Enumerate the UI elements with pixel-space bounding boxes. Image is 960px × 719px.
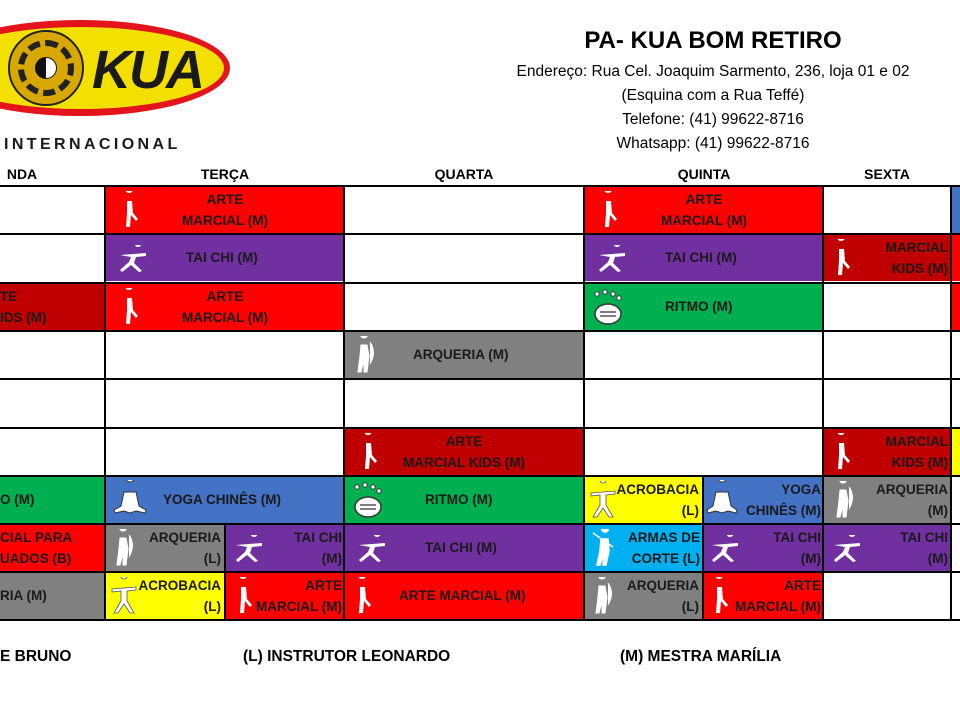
class-cell[interactable] bbox=[226, 573, 344, 619]
table-line bbox=[0, 619, 960, 621]
tai-chi-pose-icon bbox=[116, 245, 152, 273]
rhythm-drum-fist-icon bbox=[351, 481, 385, 519]
logo-subtitle: INTERNACIONAL bbox=[4, 136, 181, 153]
class-label: CORTE (L) bbox=[631, 551, 700, 566]
class-label: RIA (M) bbox=[0, 588, 47, 603]
class-label: ARTE bbox=[685, 192, 723, 207]
table-line bbox=[0, 282, 960, 284]
class-label: (M) bbox=[927, 503, 948, 518]
table-line bbox=[822, 185, 824, 621]
class-label: ACROBACIA bbox=[138, 578, 221, 593]
martial-artist-icon bbox=[710, 577, 732, 615]
class-cell[interactable] bbox=[106, 187, 344, 233]
class-label: ARTE MARCIAL (M) bbox=[399, 588, 526, 603]
class-label: (L) bbox=[203, 599, 221, 614]
class-cell[interactable] bbox=[345, 429, 583, 475]
class-label: (L) bbox=[681, 599, 699, 614]
class-label: (M) bbox=[800, 551, 821, 566]
class-label: ARQUERIA (M) bbox=[413, 347, 509, 362]
class-label: (L) bbox=[681, 503, 699, 518]
class-cell[interactable] bbox=[585, 284, 823, 330]
day-header-tuesday: TERÇA bbox=[200, 166, 250, 182]
class-cell[interactable] bbox=[0, 573, 104, 619]
class-label: MARCIAL (M) bbox=[182, 310, 268, 325]
address-line: Endereço: Rua Cel. Joaquim Sarmento, 236, loja 01 e 02 bbox=[516, 63, 910, 80]
archer-icon bbox=[112, 529, 134, 567]
class-label: MARCIAL (M) bbox=[661, 213, 747, 228]
class-label: TAI CHI bbox=[294, 530, 342, 545]
class-label: TAI CHI (M) bbox=[425, 540, 497, 555]
class-label: ARQUERIA bbox=[875, 482, 948, 497]
class-cell[interactable] bbox=[345, 525, 583, 571]
class-cell-cut[interactable] bbox=[952, 235, 960, 281]
class-cell[interactable] bbox=[0, 525, 104, 571]
class-label: ARTE bbox=[784, 578, 821, 593]
class-cell-cut[interactable] bbox=[952, 284, 960, 330]
class-label: YOGA bbox=[781, 482, 821, 497]
class-cell[interactable] bbox=[585, 235, 823, 281]
class-cell-cut[interactable] bbox=[952, 429, 960, 475]
day-header-thursday: QUINTA bbox=[677, 166, 731, 182]
legend-instructor-bruno: E BRUNO bbox=[0, 648, 72, 665]
martial-artist-icon bbox=[353, 577, 375, 615]
page-title: PA- KUA BOM RETIRO bbox=[584, 27, 842, 54]
martial-artist-icon bbox=[832, 433, 854, 471]
table-line bbox=[343, 185, 345, 621]
class-cell[interactable] bbox=[704, 477, 823, 523]
logo-text: KUA bbox=[92, 40, 203, 100]
meditation-pose-icon bbox=[112, 480, 148, 520]
class-label: ARTE bbox=[206, 289, 244, 304]
class-cell[interactable] bbox=[824, 235, 950, 281]
class-cell[interactable] bbox=[0, 284, 104, 330]
class-label: KIDS (M) bbox=[891, 261, 948, 276]
table-line bbox=[0, 475, 960, 477]
class-label: RITMO (M) bbox=[665, 299, 733, 314]
phone-line: Telefone: (41) 99622-8716 bbox=[622, 111, 804, 128]
class-label: TAI CHI bbox=[900, 530, 948, 545]
class-label: TAI CHI (M) bbox=[665, 250, 737, 265]
class-cell[interactable] bbox=[585, 525, 702, 571]
acrobat-icon bbox=[589, 481, 617, 519]
class-label: ARMAS DE bbox=[627, 530, 700, 545]
class-label: KIDS (M) bbox=[891, 455, 948, 470]
class-label: MARCIAL bbox=[885, 240, 948, 255]
meditation-pose-icon bbox=[706, 480, 738, 520]
archer-icon bbox=[353, 336, 375, 374]
class-cell[interactable] bbox=[0, 477, 104, 523]
table-line bbox=[0, 571, 960, 573]
class-label: RITMO (M) bbox=[425, 492, 493, 507]
whatsapp-line: Whatsapp: (41) 99622-8716 bbox=[616, 135, 810, 152]
class-label: (M) bbox=[927, 551, 948, 566]
table-line bbox=[0, 378, 960, 380]
sword-fighter-icon bbox=[591, 529, 617, 567]
class-label: MARCIAL (M) bbox=[735, 599, 821, 614]
class-label: ARTE bbox=[445, 434, 483, 449]
class-label: (M) bbox=[321, 551, 342, 566]
class-label: ARQUERIA bbox=[148, 530, 221, 545]
martial-artist-icon bbox=[234, 577, 256, 615]
day-header-friday: SEXTA bbox=[864, 166, 910, 182]
class-cell[interactable] bbox=[106, 477, 344, 523]
class-cell[interactable] bbox=[106, 284, 344, 330]
class-cell[interactable] bbox=[106, 235, 344, 281]
class-label: MARCIAL (M) bbox=[182, 213, 268, 228]
class-cell[interactable] bbox=[704, 525, 823, 571]
class-label: MARCIAL bbox=[885, 434, 948, 449]
class-label: MARCIAL KIDS (M) bbox=[403, 455, 525, 470]
class-cell[interactable] bbox=[824, 429, 950, 475]
table-line bbox=[104, 185, 106, 621]
class-label: CHINÊS (M) bbox=[746, 503, 821, 518]
table-line bbox=[0, 523, 960, 525]
class-cell[interactable] bbox=[106, 525, 224, 571]
table-line bbox=[0, 427, 960, 429]
class-label: CIAL PARA bbox=[0, 530, 73, 545]
class-label: TAI CHI bbox=[773, 530, 821, 545]
archer-icon bbox=[832, 481, 854, 519]
yin-yang-icon bbox=[35, 57, 57, 79]
legend-mestra-marilia: (M) MESTRA MARÍLIA bbox=[620, 648, 782, 665]
rhythm-drum-fist-icon bbox=[591, 288, 625, 326]
address-cross-street: (Esquina com a Rua Teffé) bbox=[621, 87, 805, 104]
class-label: (L) bbox=[203, 551, 221, 566]
class-cell[interactable] bbox=[704, 573, 823, 619]
day-header-wednesday: QUARTA bbox=[434, 166, 494, 182]
table-line bbox=[224, 523, 226, 621]
class-cell[interactable] bbox=[585, 573, 702, 619]
acrobat-icon bbox=[110, 577, 138, 615]
class-cell[interactable] bbox=[345, 573, 583, 619]
table-line bbox=[0, 185, 960, 187]
legend-instructor-leonardo: (L) INSTRUTOR LEONARDO bbox=[243, 648, 451, 665]
table-line bbox=[0, 330, 960, 332]
class-label: ACROBACIA bbox=[616, 482, 699, 497]
class-label: TE bbox=[0, 289, 18, 304]
class-cell[interactable] bbox=[345, 332, 583, 378]
class-label: MARCIAL (M) bbox=[256, 599, 342, 614]
table-line bbox=[950, 185, 952, 621]
table-line bbox=[0, 233, 960, 235]
class-cell[interactable] bbox=[585, 187, 823, 233]
class-cell[interactable] bbox=[345, 477, 583, 523]
class-label: UADOS (B) bbox=[0, 551, 72, 566]
table-line bbox=[702, 475, 704, 621]
class-label: YOGA CHINÊS (M) bbox=[163, 492, 281, 507]
class-label: TAI CHI (M) bbox=[186, 250, 258, 265]
tai-chi-pose-icon bbox=[595, 245, 631, 273]
table-line bbox=[583, 185, 585, 621]
class-cell-cut[interactable] bbox=[952, 187, 960, 233]
tai-chi-pose-icon bbox=[355, 535, 391, 563]
class-cell[interactable] bbox=[824, 525, 950, 571]
class-label: ARTE bbox=[305, 578, 342, 593]
tai-chi-pose-icon bbox=[830, 535, 866, 563]
day-header-monday: NDA bbox=[6, 166, 38, 182]
class-label: IDS (M) bbox=[0, 310, 47, 325]
class-cell[interactable] bbox=[226, 525, 344, 571]
class-label: ARTE bbox=[206, 192, 244, 207]
archer-icon bbox=[591, 577, 613, 615]
class-label: O (M) bbox=[0, 492, 35, 507]
tai-chi-pose-icon bbox=[708, 535, 744, 563]
class-cell[interactable] bbox=[585, 477, 702, 523]
class-label: ARQUERIA bbox=[626, 578, 699, 593]
martial-artist-icon bbox=[832, 239, 854, 277]
class-cell[interactable] bbox=[824, 477, 950, 523]
class-cell[interactable] bbox=[106, 573, 224, 619]
tai-chi-pose-icon bbox=[232, 535, 268, 563]
